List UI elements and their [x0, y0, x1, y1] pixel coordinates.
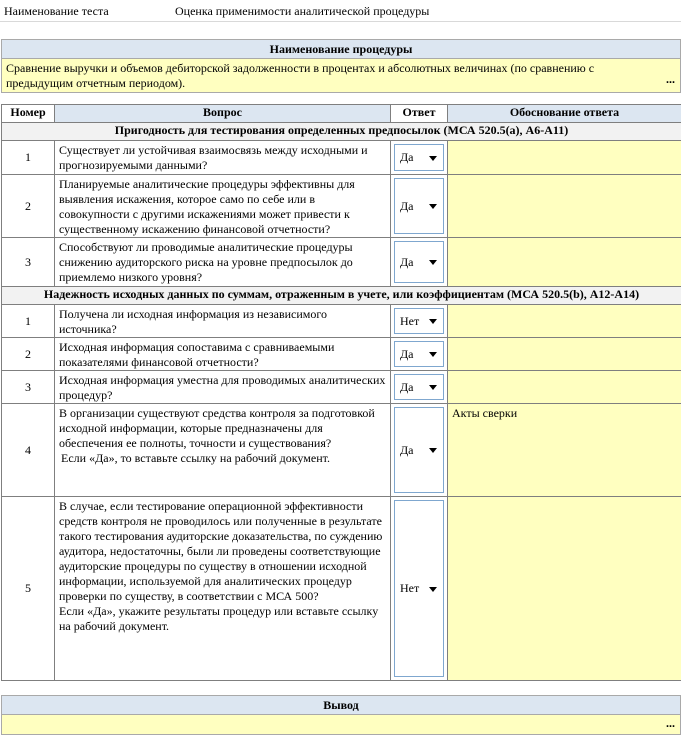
table-row: [2, 338, 681, 371]
question-text: Исходная информация сопоставима с сравниваемыми показателями финансовой отчетности?: [55, 338, 391, 371]
chevron-down-icon[interactable]: [429, 587, 437, 592]
chevron-down-icon[interactable]: [429, 260, 437, 265]
answer-value: Да: [400, 254, 414, 269]
answer-dropdown[interactable]: [394, 374, 444, 400]
question-text: В организации существуют средства контроля за подготовкой исходной информации, которые предназначены для обеспечения ее полноты, точности и существования?: [59, 406, 375, 450]
question-text: Получена ли исходная информация из независимого источника?: [55, 305, 391, 338]
question-cell: [55, 404, 391, 497]
row-number: 3: [2, 238, 55, 287]
answer-dropdown[interactable]: [394, 241, 444, 283]
table-row: [2, 305, 681, 338]
conclusion-header: Вывод: [1, 695, 681, 715]
procedure-header: Наименование процедуры: [1, 39, 681, 59]
question-text: Исходная информация уместна для проводимых аналитических процедур?: [55, 371, 391, 404]
basis-input[interactable]: [448, 175, 681, 238]
row-number: 3: [2, 371, 55, 404]
test-name-value: Оценка применимости аналитической процедуры: [175, 4, 430, 18]
answer-value: Да: [400, 379, 414, 394]
basis-input[interactable]: [448, 497, 681, 681]
test-name-label: Наименование теста: [4, 4, 109, 18]
chevron-down-icon[interactable]: [429, 448, 437, 453]
chevron-down-icon[interactable]: [429, 319, 437, 324]
section-title: Надежность исходных данных по суммам, отраженным в учете, или коэффициентам (МСА 520.5(b), А12-А14): [2, 287, 681, 305]
table-row: [2, 371, 681, 404]
conclusion-text-field[interactable]: [1, 715, 681, 735]
question-cell: [55, 497, 391, 681]
table-row: [2, 404, 681, 497]
answer-value: Да: [400, 442, 414, 457]
procedure-text: Сравнение выручки и объемов дебиторской задолженности в процентах и абсолютных величинах (по сравнению с предыдущим отчетным периодом).: [6, 61, 595, 90]
answer-dropdown[interactable]: [394, 178, 444, 234]
table-row: [2, 238, 681, 287]
expand-button[interactable]: ...: [666, 716, 675, 730]
row-number: 1: [2, 141, 55, 175]
table-row: [2, 175, 681, 238]
basis-input[interactable]: [448, 371, 681, 404]
questions-table: [1, 104, 681, 681]
basis-input[interactable]: [448, 238, 681, 287]
chevron-down-icon[interactable]: [429, 352, 437, 357]
answer-dropdown[interactable]: [394, 144, 444, 171]
question-text: Планируемые аналитические процедуры эффективны для выявления искажения, которое само по себе или в совокупности с другими искажениями может привести к существенному искажению финансовой отчетности?: [55, 175, 391, 238]
answer-value: Да: [400, 346, 414, 361]
chevron-down-icon[interactable]: [429, 156, 437, 161]
question-text: Способствуют ли проводимые аналитические процедуры снижению аудиторского риска на уровне предпосылок до приемлемо низкого уровня?: [55, 238, 391, 287]
section-header-row: [2, 287, 681, 305]
row-number: 2: [2, 338, 55, 371]
answer-cell: [391, 497, 448, 681]
basis-input[interactable]: [448, 338, 681, 371]
answer-dropdown[interactable]: [394, 500, 444, 677]
basis-input[interactable]: [448, 141, 681, 175]
row-number: 4: [2, 404, 55, 497]
answer-cell: [391, 238, 448, 287]
answer-value: Да: [400, 150, 414, 164]
question-note: Если «Да», укажите результаты процедур или вставьте ссылку на рабочий документ.: [59, 604, 379, 633]
answer-value: Нет: [400, 581, 420, 595]
row-number: 5: [2, 497, 55, 681]
column-header-answer: Ответ: [391, 105, 448, 123]
answer-cell: [391, 305, 448, 338]
answer-value: Да: [400, 198, 414, 213]
basis-input[interactable]: [448, 305, 681, 338]
table-header-row: [2, 105, 681, 123]
column-header-number: Номер: [2, 105, 55, 123]
answer-cell: [391, 404, 448, 497]
table-row: [2, 141, 681, 175]
answer-dropdown[interactable]: [394, 341, 444, 367]
answer-dropdown[interactable]: [394, 308, 444, 334]
answer-value: Нет: [400, 313, 420, 328]
answer-cell: [391, 371, 448, 404]
section-title: Пригодность для тестирования определенных предпосылок (МСА 520.5(a), А6-А11): [2, 123, 681, 141]
answer-cell: [391, 338, 448, 371]
expand-button[interactable]: ...: [666, 72, 675, 86]
answer-cell: [391, 175, 448, 238]
question-text: В случае, если тестирование операционной эффективности средств контроля не проводилось или полученные в результате такого тестирования аудиторские доказательства, по суждению аудитора, недостаточны, были ли проведены соответствующие аудиторские процедуры по существу в отношении исходной информации, используемой для аналитических процедур проверки по существу, в соответствии с МСА 500?: [59, 499, 383, 603]
column-header-basis: Обоснование ответа: [448, 105, 681, 123]
section-header-row: [2, 123, 681, 141]
answer-dropdown[interactable]: [394, 407, 444, 493]
procedure-text-field[interactable]: [1, 59, 681, 93]
question-text: Существует ли устойчивая взаимосвязь между исходными и прогнозируемыми данными?: [55, 141, 391, 175]
question-note: Если «Да», то вставьте ссылку на рабочий документ.: [61, 451, 330, 465]
divider: [0, 21, 681, 22]
row-number: 1: [2, 305, 55, 338]
row-number: 2: [2, 175, 55, 238]
chevron-down-icon[interactable]: [429, 385, 437, 390]
answer-cell: [391, 141, 448, 175]
table-row: [2, 497, 681, 681]
basis-input[interactable]: Акты сверки: [448, 404, 681, 497]
column-header-question: Вопрос: [55, 105, 391, 123]
chevron-down-icon[interactable]: [429, 204, 437, 209]
